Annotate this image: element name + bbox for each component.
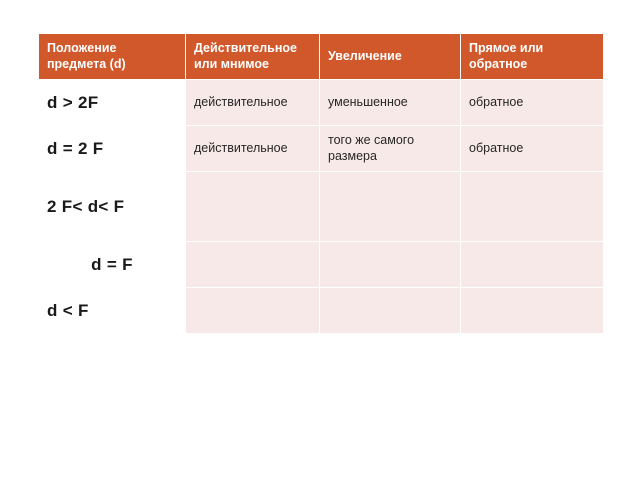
- cell-position: d = 2 F: [39, 126, 186, 172]
- table-row: [39, 242, 604, 288]
- cell-magnification: [320, 172, 461, 242]
- lens-image-properties-table-wrapper: [38, 33, 603, 334]
- lens-image-properties-table: [38, 33, 604, 334]
- table-row: [39, 172, 604, 242]
- column-header-position: Положение предмета (d): [39, 34, 186, 80]
- cell-position: d = F: [39, 242, 186, 288]
- cell-orientation: [461, 172, 604, 242]
- column-header-orientation: Прямое или обратное: [461, 34, 604, 80]
- column-header-real-or-virtual: Действительное или мнимое: [186, 34, 320, 80]
- column-header-magnification: Увеличение: [320, 34, 461, 80]
- cell-magnification: того же самого размера: [320, 126, 461, 172]
- cell-real-or-virtual: [186, 172, 320, 242]
- cell-orientation: обратное: [461, 80, 604, 126]
- cell-magnification: [320, 288, 461, 334]
- cell-magnification: [320, 242, 461, 288]
- cell-position: d > 2F: [39, 80, 186, 126]
- cell-position: 2 F< d< F: [39, 172, 186, 242]
- cell-orientation: обратное: [461, 126, 604, 172]
- cell-real-or-virtual: [186, 288, 320, 334]
- table-header: [39, 34, 604, 80]
- cell-position: d < F: [39, 288, 186, 334]
- cell-real-or-virtual: действительное: [186, 126, 320, 172]
- cell-orientation: [461, 288, 604, 334]
- table-row: [39, 126, 604, 172]
- table-row: [39, 288, 604, 334]
- cell-orientation: [461, 242, 604, 288]
- cell-magnification: уменьшенное: [320, 80, 461, 126]
- cell-real-or-virtual: [186, 242, 320, 288]
- table-body: [39, 80, 604, 334]
- cell-real-or-virtual: действительное: [186, 80, 320, 126]
- table-header-row: [39, 34, 604, 80]
- table-row: [39, 80, 604, 126]
